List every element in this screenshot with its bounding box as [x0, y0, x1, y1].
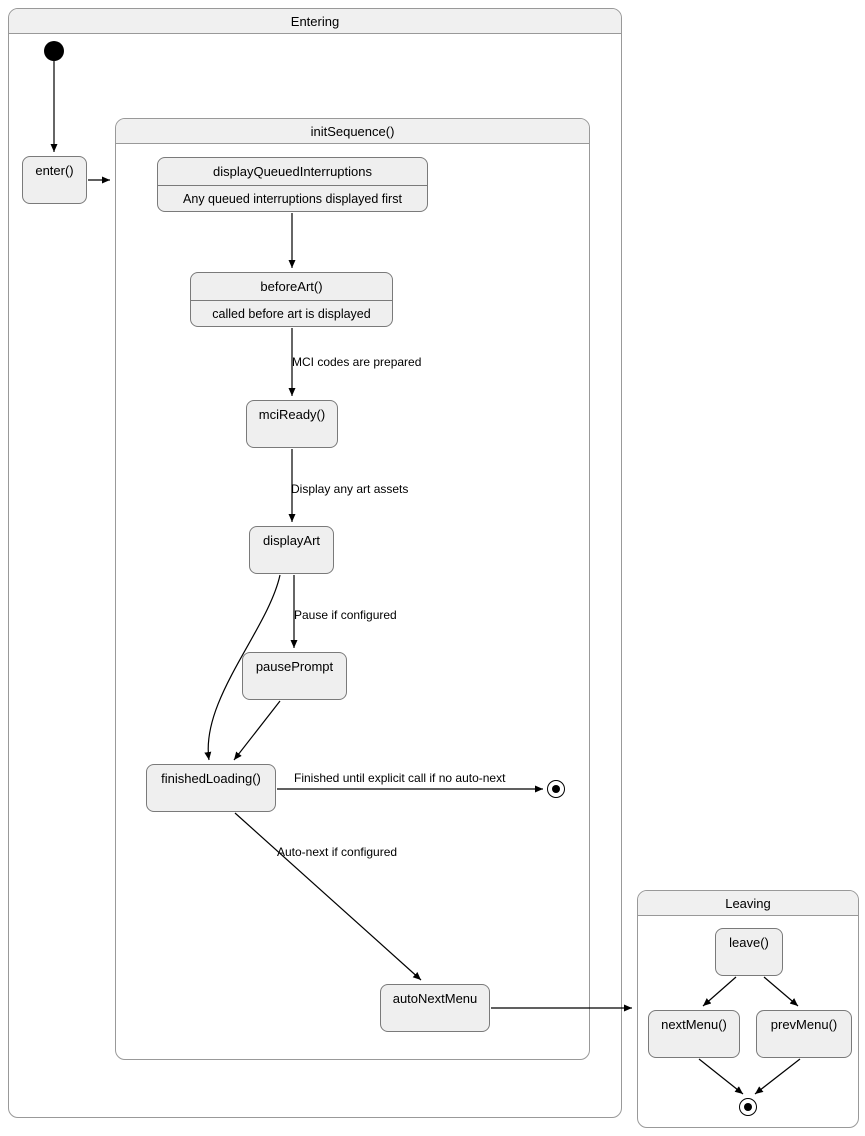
composite-entering-title: Entering: [9, 9, 621, 34]
state-mci-ready[interactable]: [246, 400, 338, 448]
state-pause-prompt-label: pausePrompt: [255, 659, 334, 674]
state-pause-prompt[interactable]: [242, 652, 347, 700]
state-auto-next-menu[interactable]: [380, 984, 490, 1032]
edge-label-auto-next-if-configured: Auto-next if configured: [277, 845, 398, 859]
state-display-queued-interruptions[interactable]: [157, 157, 428, 212]
state-before-art-label: beforeArt(): [191, 273, 392, 301]
state-auto-next-menu-label: autoNextMenu: [392, 991, 478, 1006]
state-prev-menu-label: prevMenu(): [770, 1017, 838, 1032]
state-display-art-label: displayArt: [262, 533, 321, 548]
state-prev-menu[interactable]: [756, 1010, 852, 1058]
state-enter[interactable]: [22, 156, 87, 204]
final-state-node-leaving: [739, 1098, 757, 1116]
state-next-menu-label: nextMenu(): [661, 1017, 727, 1032]
state-leave[interactable]: [715, 928, 783, 976]
state-display-queued-interruptions-desc: Any queued interruptions displayed first: [183, 192, 402, 206]
state-finished-loading[interactable]: [146, 764, 276, 812]
edge-label-display-art-assets: Display any art assets: [291, 482, 409, 496]
state-enter-label: enter(): [35, 163, 74, 178]
state-mci-ready-label: mciReady(): [258, 407, 326, 422]
initial-state-node: [44, 41, 64, 61]
state-leave-label: leave(): [729, 935, 769, 950]
state-before-art-desc: called before art is displayed: [212, 307, 371, 321]
edge-label-pause-if-configured: Pause if configured: [294, 608, 397, 622]
state-finished-loading-label: finishedLoading(): [161, 771, 261, 786]
composite-init-sequence: [115, 118, 590, 1060]
final-state-node-entering: [547, 780, 565, 798]
state-before-art[interactable]: [190, 272, 393, 327]
composite-leaving: [637, 890, 859, 1128]
state-display-queued-interruptions-label: displayQueuedInterruptions: [158, 158, 427, 186]
state-next-menu[interactable]: [648, 1010, 740, 1058]
state-display-art[interactable]: [249, 526, 334, 574]
composite-leaving-title: Leaving: [638, 891, 858, 916]
edge-label-mci-codes: MCI codes are prepared: [292, 355, 422, 369]
edge-label-finished-until-explicit: Finished until explicit call if no auto-next: [294, 771, 506, 785]
composite-init-sequence-title: initSequence(): [116, 119, 589, 144]
